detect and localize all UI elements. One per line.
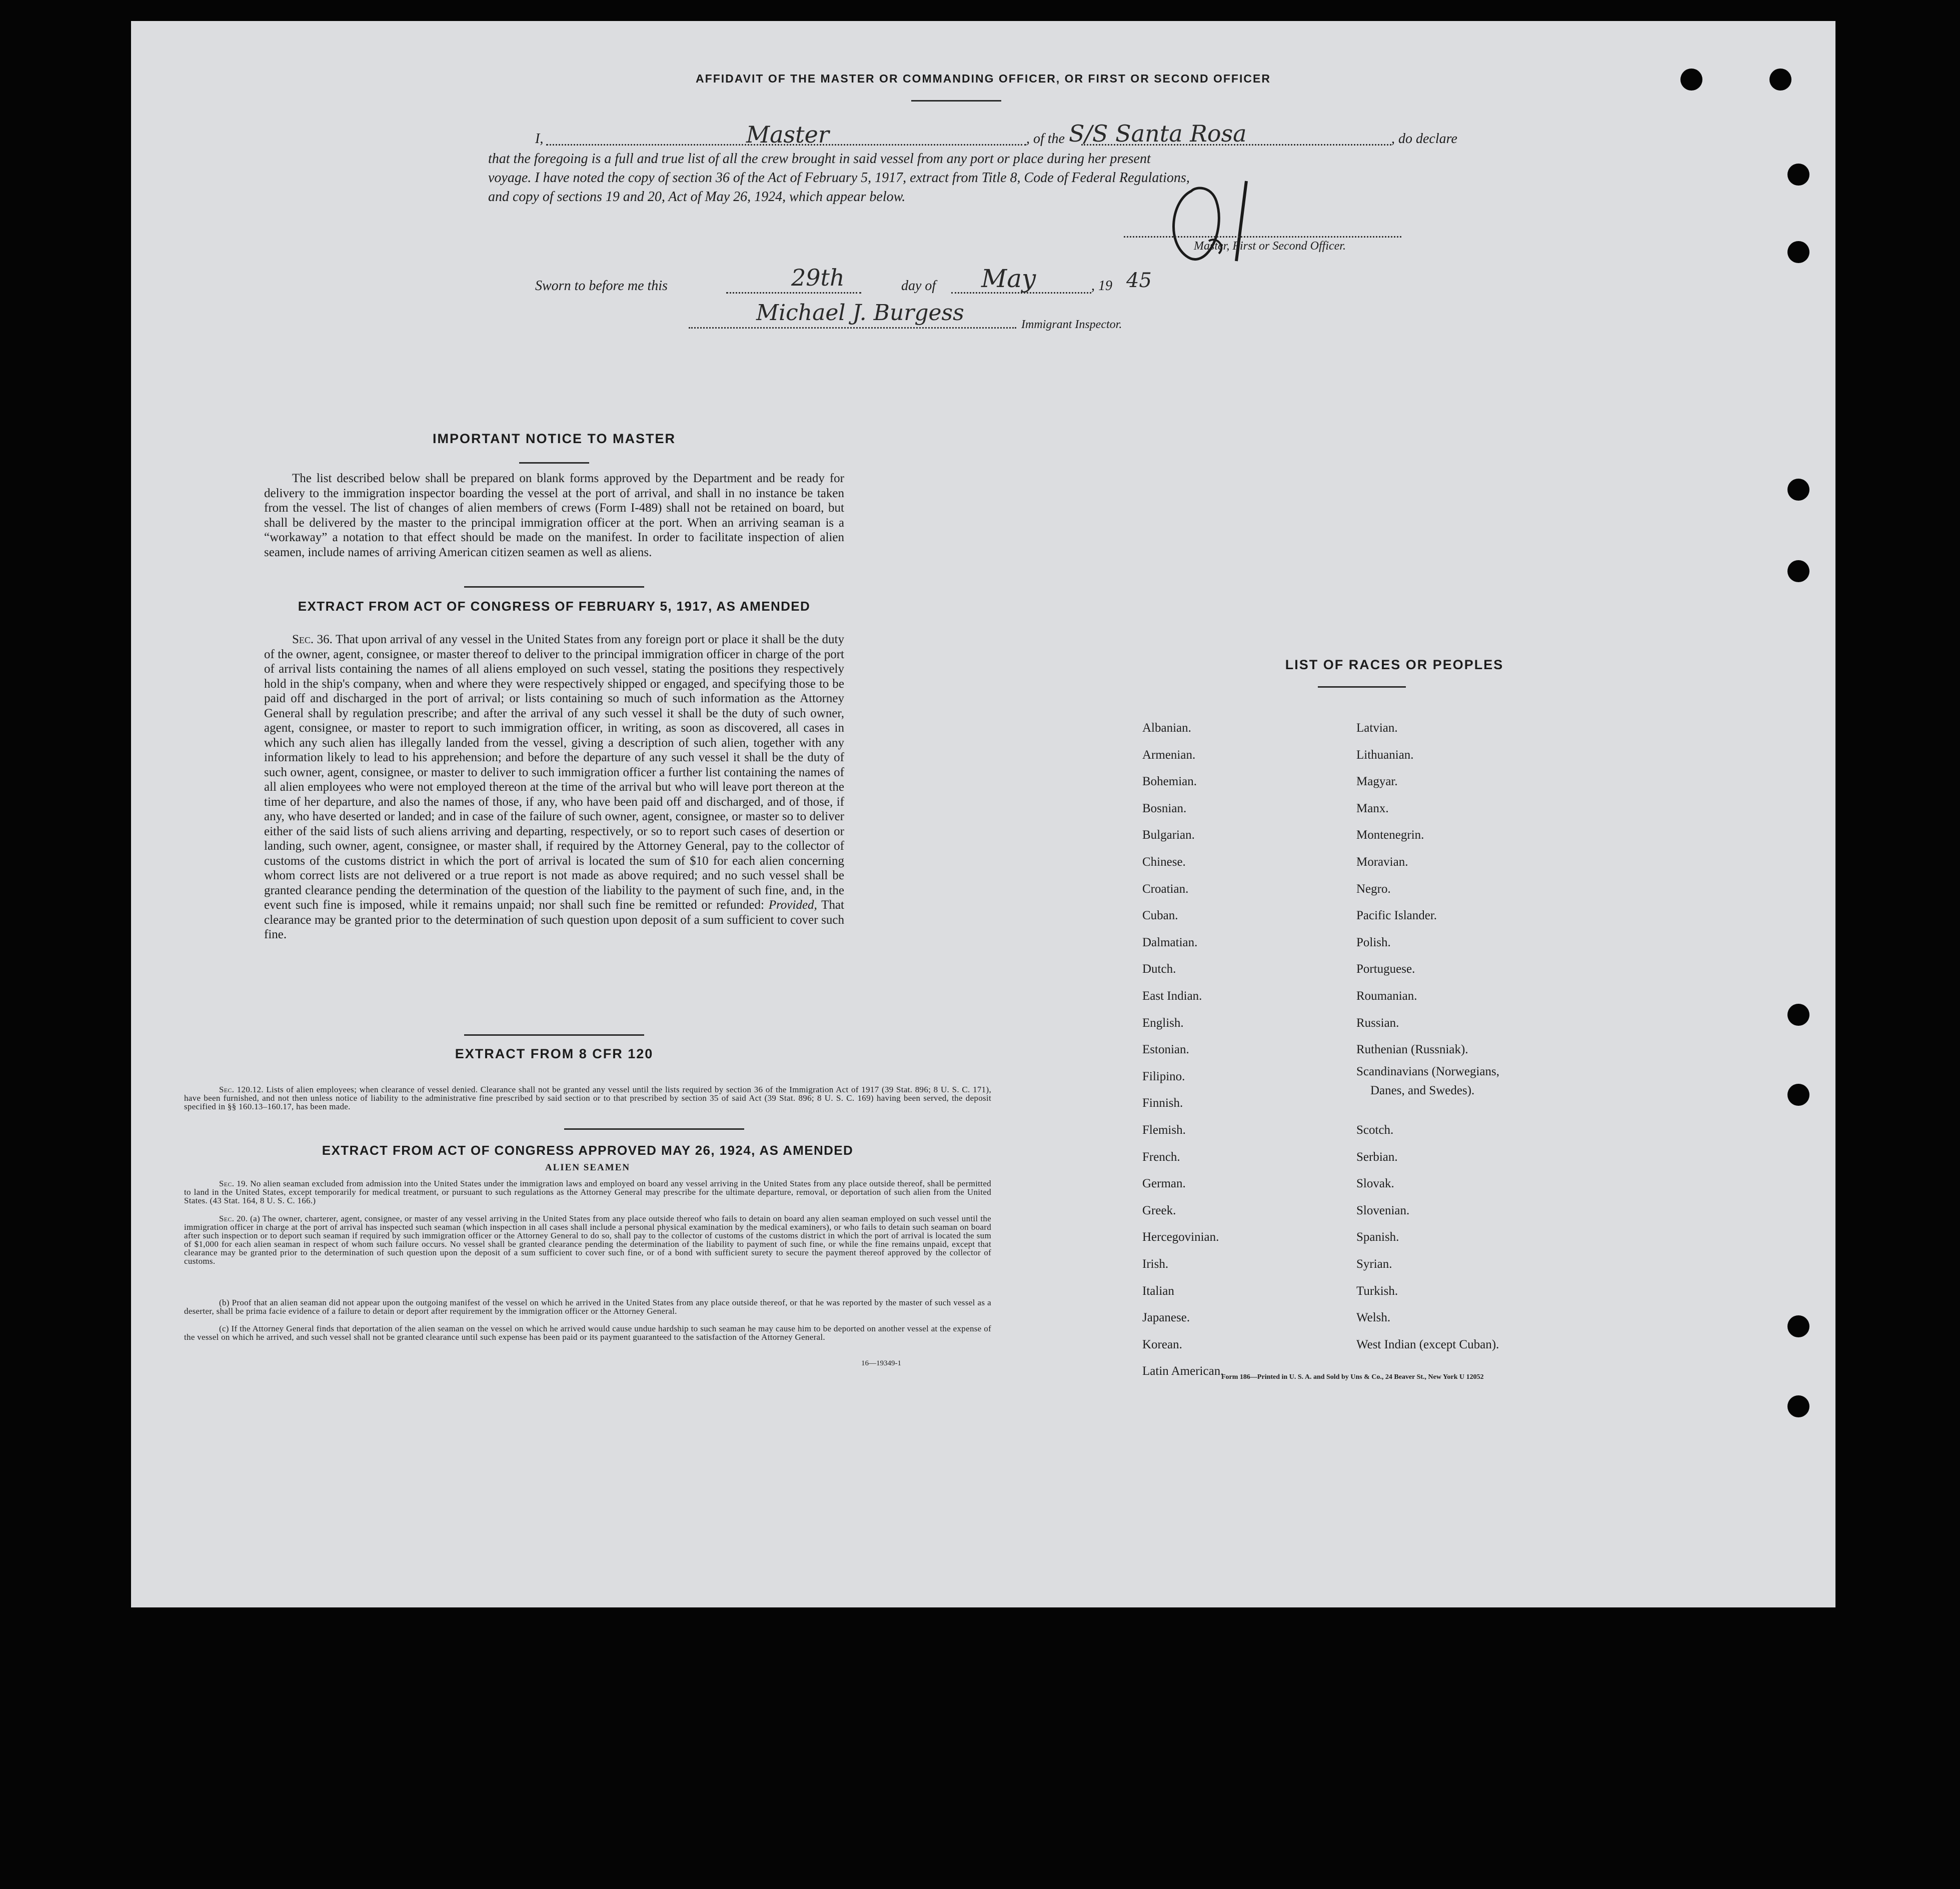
extract-1917-end-rule	[464, 1034, 644, 1036]
cfr-text	[184, 1085, 991, 1111]
sec-36-body: That upon arrival of any vessel in the United States from any foreign port or place it shall be the duty of the owner, agent, consignee, or master thereof to deliver to the principal immigration officer in charge of the port of arrival lists containing the names of all aliens employed on such vessel, stating the positions they respectively hold in the ship's company, when and where they were respectively shipped or engaged, and specifying those to be paid off and discharged in the port of arrival; or lists containing so much of such information as the Attorney General shall by regulation prescribe; and after the arrival of any such vessel it shall be the duty of such owner, agent, consignee, or master to report to such immigration officer, in writing, as soon as discovered, all cases in which any such alien has illegally landed from the vessel, giving a description of such alien, together with any information likely to lead to his apprehension; and before the departure of any such vessel it shall be the duty of such owner, agent, consignee, or master to deliver to such immigration officer a further list containing the names of all alien employees who were not employed thereon at the time of the arrival but who will leave port thereon at the time of her departure, and also the names of those, if any, who have been paid off and discharged, and of those, if any, who have deserted or landed; and in case of the failure of such owner, agent, consignee, or master so to deliver either of the said lists of such aliens arriving and departing, respectively, or so to report such cases of desertion or landing, such owner, agent, consignee, or master shall, if required by the Attorney General, pay to the collector of customs of the customs district in which the port of arrival is located the sum of $10 for each alien concerning whom correct lists are not delivered or a true report is not made as above required; and no such vessel shall be granted clearance pending the determination of the question of the liability to the payment of such fine, and, in the event such fine is imposed, while it remains unpaid; nor shall such fine be remitted or refunded:	[264, 633, 844, 912]
race-item: Croatian.	[1142, 882, 1189, 896]
binder-hole	[1787, 1315, 1809, 1337]
race-item: German.	[1142, 1177, 1186, 1190]
sec-36-body-end: That clearance may be granted prior to the determination of such question upon deposit of a sum sufficient to cover such fine.	[264, 898, 844, 941]
sec-19-body: No alien seaman excluded from admission into the United States under the immigration laws and employed on board any vessel arriving in the United States from any place outside thereof, shall be permitted to land in the United States, except temporarily for medical treatment, or pursuant to such regulations as the Attorney General may prescribe for the ultimate departure, removal, or deportation of such alien from the United States. (43 Stat. 164, 8 U. S. C. 166.)	[184, 1179, 991, 1205]
race-item: Bosnian.	[1142, 802, 1187, 815]
race-item: Portuguese.	[1356, 962, 1415, 976]
affidavit-line3: voyage. I have noted the copy of section 36 of the Act of February 5, 1917, extract from Title 8, Code of Federal Regulations,	[488, 170, 1190, 186]
printer-footer: Form 186—Printed in U. S. A. and Sold by Uns & Co., 24 Beaver St., New York U 12052	[1221, 1373, 1484, 1381]
race-item: Latin American.	[1142, 1364, 1224, 1378]
form-page	[131, 21, 1835, 1607]
race-item: West Indian (except Cuban).	[1356, 1338, 1499, 1351]
inspector-signature-line	[689, 327, 1016, 329]
officer-signature-scrawl	[1161, 171, 1281, 281]
sworn-year-prefix: , 19	[1091, 278, 1112, 294]
races-title: LIST OF RACES OR PEOPLES	[1285, 657, 1504, 672]
binder-hole	[1680, 69, 1702, 91]
race-item: Negro.	[1356, 882, 1391, 896]
race-item: Scandinavians (Norwegians,	[1356, 1065, 1500, 1078]
race-item: Greek.	[1142, 1204, 1176, 1217]
sec-36-label: Sec. 36.	[292, 633, 333, 646]
master-name-handwritten: Master	[746, 121, 829, 148]
race-item: Turkish.	[1356, 1284, 1398, 1298]
race-item: Roumanian.	[1356, 989, 1417, 1003]
affidavit-do-declare: , do declare	[1391, 131, 1457, 147]
sworn-year-handwritten: 45	[1126, 269, 1152, 292]
vessel-name-handwritten: S/S Santa Rosa	[1069, 120, 1247, 147]
affidavit-of-the: , of the	[1026, 131, 1065, 147]
race-item: Serbian.	[1356, 1150, 1398, 1164]
inspector-caption: Immigrant Inspector.	[1021, 318, 1122, 331]
race-item: Moravian.	[1356, 855, 1408, 869]
race-item: Dutch.	[1142, 962, 1176, 976]
sec-20b-text: (b) Proof that an alien seaman did not appear upon the outgoing manifest of the vessel on which he arrived in the United States from any place outside thereof, or that he was reported by the master of such vessel as a deserter, shall be prima facie evidence of a failure to detain or deport after requirement by the immigration officer or the Attorney General.	[184, 1298, 991, 1316]
extract-1917-title: EXTRACT FROM ACT OF CONGRESS OF FEBRUARY 5, 1917, AS AMENDED	[298, 599, 811, 614]
extract-1924-title: EXTRACT FROM ACT OF CONGRESS APPROVED MAY 26, 1924, AS AMENDED	[322, 1143, 854, 1158]
race-item: Polish.	[1356, 936, 1391, 949]
notice-end-rule	[464, 586, 644, 588]
sworn-day-handwritten: 29th	[791, 264, 845, 291]
sec-20a-text	[184, 1214, 991, 1265]
sec-19-text	[184, 1179, 991, 1205]
notice-title-rule	[519, 462, 589, 464]
race-item: English.	[1142, 1016, 1184, 1030]
race-item: Japanese.	[1142, 1311, 1190, 1324]
race-item: Korean.	[1142, 1338, 1182, 1351]
notice-title: IMPORTANT NOTICE TO MASTER	[433, 431, 676, 446]
race-item: Lithuanian.	[1356, 748, 1414, 762]
provided-label: Provided,	[768, 898, 817, 912]
binder-hole	[1787, 1004, 1809, 1026]
extract-1917-text	[264, 632, 844, 942]
affidavit-line1	[131, 120, 1835, 151]
sworn-day-line	[726, 292, 861, 294]
sec-19-label: Sec. 19.	[219, 1179, 248, 1188]
race-item: East Indian.	[1142, 989, 1202, 1003]
race-item: Irish.	[1142, 1257, 1169, 1271]
race-item: Ruthenian (Russniak).	[1356, 1043, 1468, 1056]
race-item: Italian	[1142, 1284, 1174, 1298]
binder-hole	[1787, 560, 1809, 582]
race-item: Bulgarian.	[1142, 828, 1195, 842]
race-item: Magyar.	[1356, 775, 1398, 788]
race-item: Flemish.	[1142, 1123, 1186, 1137]
race-item: Chinese.	[1142, 855, 1186, 869]
race-item: Albanian.	[1142, 721, 1191, 735]
race-item: Armenian.	[1142, 748, 1196, 762]
race-item: Welsh.	[1356, 1311, 1391, 1324]
affidavit-i: I,	[535, 131, 544, 147]
race-item: Slovak.	[1356, 1177, 1394, 1190]
sworn-month-handwritten: May	[981, 264, 1036, 293]
affidavit-line4: and copy of sections 19 and 20, Act of May 26, 1924, which appear below.	[488, 189, 906, 205]
cfr-end-rule	[564, 1128, 744, 1130]
race-item: Bohemian.	[1142, 775, 1197, 788]
binder-hole	[1787, 1084, 1809, 1106]
race-item: Montenegrin.	[1356, 828, 1424, 842]
race-item: Spanish.	[1356, 1230, 1399, 1244]
race-item: Syrian.	[1356, 1257, 1392, 1271]
binder-hole	[1787, 479, 1809, 501]
form-code: 16—19349-1	[861, 1359, 901, 1367]
cfr-body: Lists of alien employees; when clearance of vessel denied. Clearance shall not be granted any vessel until the lists required by section 36 of the Immigration Act of 1917 (39 Stat. 896; 8 U. S. C. 171), have been furnished, and not then unless notice of liability to the administrative fine prescribed by said section or to that prescribed by section 35 of said Act (39 Stat. 896; 8 U. S. C. 169) having been served, the deposit specified in §§ 160.13–160.17, has been made.	[184, 1085, 991, 1111]
officer-signature-line	[1124, 236, 1401, 238]
binder-hole	[1769, 69, 1791, 91]
race-item: Cuban.	[1142, 909, 1178, 922]
inspector-signature-handwritten: Michael J. Burgess	[756, 300, 964, 326]
cfr-sec-label: Sec. 120.12.	[219, 1085, 264, 1094]
affidavit-title-rule	[911, 100, 1001, 102]
race-item: Scotch.	[1356, 1123, 1394, 1137]
race-item: Dalmatian.	[1142, 936, 1198, 949]
race-item: Slovenian.	[1356, 1204, 1410, 1217]
affidavit-title: AFFIDAVIT OF THE MASTER OR COMMANDING OFFICER, OR FIRST OR SECOND OFFICER	[696, 72, 1271, 85]
sworn-day-of: day of	[901, 278, 936, 294]
cfr-title: EXTRACT FROM 8 CFR 120	[455, 1046, 654, 1061]
sec-20c-text: (c) If the Attorney General finds that deportation of the alien seaman on the vessel on which he arrived would cause undue hardship to such seaman he may cause him to be deported on another vessel at the expense of the vessel on which he arrived, and such vessel shall not be granted clearance until such expense has been paid or its payment guaranteed to the satisfaction of the Attorney General.	[184, 1324, 991, 1342]
race-item: Finnish.	[1142, 1096, 1183, 1110]
race-item: Danes, and Swedes).	[1370, 1084, 1475, 1097]
extract-1924-subtitle: ALIEN SEAMEN	[545, 1162, 631, 1173]
race-item: Filipino.	[1142, 1070, 1185, 1083]
binder-hole	[1787, 1395, 1809, 1417]
race-item: French.	[1142, 1150, 1180, 1164]
binder-hole	[1787, 164, 1809, 186]
sec-20a-body: (a) The owner, charterer, agent, consignee, or master of any vessel arriving in the United States from any place outside thereof who fails to detain on board any alien seaman employed on such vessel until the immigration officer in charge at the port of arrival has inspected such seaman (which inspection in all cases shall include a personal physical examination by the medical examiners), or who fails to detain such seaman on board after such inspection or to deport such seaman if required by such immigration officer or the Attorney General to do so, shall pay to the collector of customs of the customs district in which the port of arrival is located the sum of $1,000 for each alien seaman in respect of whom such failure occurs. No vessel shall be granted clearance pending the determination of the liability to payment of such fine, or while the fine remains unpaid, except that clearance may be granted prior to the determination of such question upon the deposit of a sum sufficient to cover such fine, or of a bond with sufficient surety to secure the payment thereof approved by the collector of customs.	[184, 1214, 991, 1266]
binder-hole	[1787, 241, 1809, 263]
notice-text: The list described below shall be prepared on blank forms approved by the Department and be ready for delivery to the immigration inspector boarding the vessel at the port of arrival, and shall in no instance be taken from the vessel. The list of changes of alien members of crews (Form I-489) shall not be retained on board, but shall be delivered by the master to the principal immigration officer at the port. When an arriving seaman is a “workaway” a notation to that effect should be made on the manifest. In order to facilitate inspection of alien seamen, include names of arriving American citizen seamen as well as aliens.	[264, 472, 844, 559]
races-title-rule	[1318, 686, 1406, 688]
race-item: Russian.	[1356, 1016, 1399, 1030]
race-item: Hercegovinian.	[1142, 1230, 1219, 1244]
officer-caption: Master, First or Second Officer.	[1194, 240, 1346, 253]
race-item: Pacific Islander.	[1356, 909, 1437, 922]
race-item: Manx.	[1356, 802, 1389, 815]
race-item: Latvian.	[1356, 721, 1398, 735]
sworn-prefix: Sworn to before me this	[535, 278, 668, 294]
sworn-line	[131, 264, 1835, 301]
sec-20-label: Sec. 20.	[219, 1214, 248, 1223]
affidavit-line2: that the foregoing is a full and true list of all the crew brought in said vessel from any port or place during her present	[488, 151, 1151, 167]
race-item: Estonian.	[1142, 1043, 1189, 1056]
